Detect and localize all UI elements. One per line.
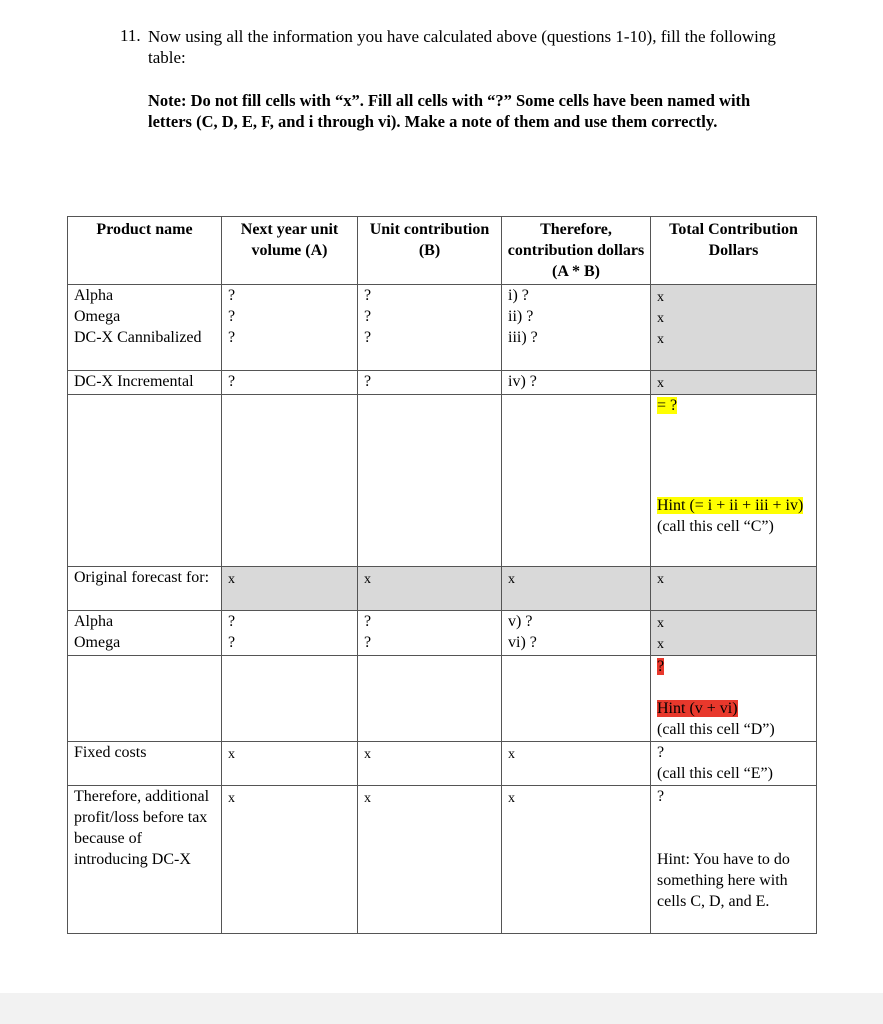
table-row-dcx-incremental: [68, 371, 817, 395]
sum-c-value: = ?: [657, 397, 678, 414]
cell-orig-total: [651, 611, 817, 656]
cell-sum-c-empty-3: [358, 395, 502, 567]
row-orig-omega-b: ?: [364, 634, 372, 651]
header-total: Total Contribution Dollars: [651, 217, 817, 285]
cell-sum-c-empty-1: [68, 395, 222, 567]
row-dcx-incremental-b: ?: [358, 371, 502, 395]
sum-d-hint: Hint (v + vi): [657, 700, 738, 717]
row-omega-c: ii) ?: [508, 308, 534, 325]
cell-fixed-costs-total: [651, 742, 817, 786]
header-product-name: Product name: [68, 217, 222, 285]
header-unit-contribution: Unit contribution (B): [358, 217, 502, 285]
row-dcx-cannibalized-a: ?: [228, 329, 236, 346]
cell-orig-dollars: [502, 611, 651, 656]
table-row-fixed-costs: [68, 742, 817, 786]
cell-block1-volume: [222, 285, 358, 371]
row-dcx-cannibalized-c: iii) ?: [508, 329, 538, 346]
row-original-forecast-b: x: [358, 567, 502, 611]
row-profit-a: x: [222, 786, 358, 934]
row-profit-d: ?: [657, 788, 665, 805]
contribution-table: [67, 216, 817, 934]
row-omega-a: ?: [228, 308, 236, 325]
row-dcx-cannibalized-d: x: [657, 332, 664, 347]
row-fixed-costs-b: x: [358, 742, 502, 786]
cell-sum-d-empty-2: [222, 656, 358, 742]
sum-d-label: (call this cell “D”): [657, 721, 775, 738]
row-dcx-incremental-a: ?: [222, 371, 358, 395]
row-orig-omega-d: x: [657, 637, 664, 652]
row-alpha-a: ?: [228, 287, 236, 304]
contribution-table-wrapper: [67, 216, 817, 934]
cell-block1-dollars: [502, 285, 651, 371]
row-dcx-incremental-d: x: [651, 371, 817, 395]
row-orig-alpha-b: ?: [364, 613, 372, 630]
row-profit-b: x: [358, 786, 502, 934]
row-profit-c: x: [502, 786, 651, 934]
sum-c-hint: Hint (= i + ii + iii + iv): [657, 497, 804, 514]
row-omega-name: Omega: [74, 308, 121, 325]
table-row-block1: [68, 285, 817, 371]
row-alpha-d: x: [657, 290, 664, 305]
row-fixed-costs-c: x: [502, 742, 651, 786]
row-orig-alpha-c: v) ?: [508, 613, 533, 630]
fixed-costs-label: (call this cell “E”): [657, 765, 773, 782]
cell-sum-c-empty-4: [502, 395, 651, 567]
question-note: Note: Do not fill cells with “x”. Fill all cells with “?” Some cells have been named with letters (C, D, E, F, and i through vi). Make a note of them and use them correctly.: [148, 91, 751, 131]
row-omega-b: ?: [364, 308, 372, 325]
row-orig-omega-name: Omega: [74, 634, 121, 651]
row-original-forecast-d: x: [651, 567, 817, 611]
row-profit-name: Therefore, additional profit/loss before tax because of introducing DC-X: [68, 786, 222, 934]
row-alpha-b: ?: [364, 287, 372, 304]
row-alpha-c: i) ?: [508, 287, 529, 304]
row-orig-omega-a: ?: [228, 634, 236, 651]
cell-profit-total: [651, 786, 817, 934]
sum-c-label: (call this cell “C”): [657, 518, 774, 535]
row-omega-d: x: [657, 311, 664, 326]
sum-d-value: ?: [657, 658, 665, 675]
row-original-forecast-a: x: [222, 567, 358, 611]
cell-orig-volume: [222, 611, 358, 656]
row-dcx-incremental-c: iv) ?: [502, 371, 651, 395]
row-orig-omega-c: vi) ?: [508, 634, 537, 651]
row-fixed-costs-d: ?: [657, 744, 665, 761]
header-row: [68, 217, 817, 285]
row-orig-alpha-name: Alpha: [74, 613, 114, 630]
question-text: Now using all the information you have calculated above (questions 1-10), fill the following table:: [148, 27, 776, 67]
table-row-original-forecast: [68, 567, 817, 611]
table-row-sum-d: [68, 656, 817, 742]
cell-block1-unit: [358, 285, 502, 371]
row-alpha-name: Alpha: [74, 287, 114, 304]
row-original-forecast-name: Original forecast for:: [68, 567, 222, 611]
bottom-band: [0, 993, 883, 1024]
table-row-profit: [68, 786, 817, 934]
row-orig-alpha-a: ?: [228, 613, 236, 630]
cell-sum-d-empty-3: [358, 656, 502, 742]
table-row-orig-alpha-omega: [68, 611, 817, 656]
profit-hint: Hint: You have to do something here with cells C, D, and E.: [657, 851, 790, 910]
header-contribution-dollars: Therefore, contribution dollars (A * B): [502, 217, 651, 285]
row-original-forecast-c: x: [502, 567, 651, 611]
cell-block1-total: [651, 285, 817, 371]
row-dcx-cannibalized-b: ?: [364, 329, 372, 346]
row-orig-alpha-d: x: [657, 616, 664, 631]
row-dcx-cannibalized-name: DC-X Cannibalized: [74, 329, 202, 346]
cell-orig-unit: [358, 611, 502, 656]
cell-sum-c-empty-2: [222, 395, 358, 567]
row-fixed-costs-name: Fixed costs: [68, 742, 222, 786]
table-row-sum-c: [68, 395, 817, 567]
cell-sum-d-total: [651, 656, 817, 742]
cell-block1-names: [68, 285, 222, 371]
header-volume: Next year unit volume (A): [222, 217, 358, 285]
row-fixed-costs-a: x: [222, 742, 358, 786]
cell-sum-d-empty-1: [68, 656, 222, 742]
cell-sum-d-empty-4: [502, 656, 651, 742]
cell-sum-c-total: [651, 395, 817, 567]
cell-orig-names: [68, 611, 222, 656]
row-dcx-incremental-name: DC-X Incremental: [68, 371, 222, 395]
question-number: 11.: [120, 26, 141, 45]
